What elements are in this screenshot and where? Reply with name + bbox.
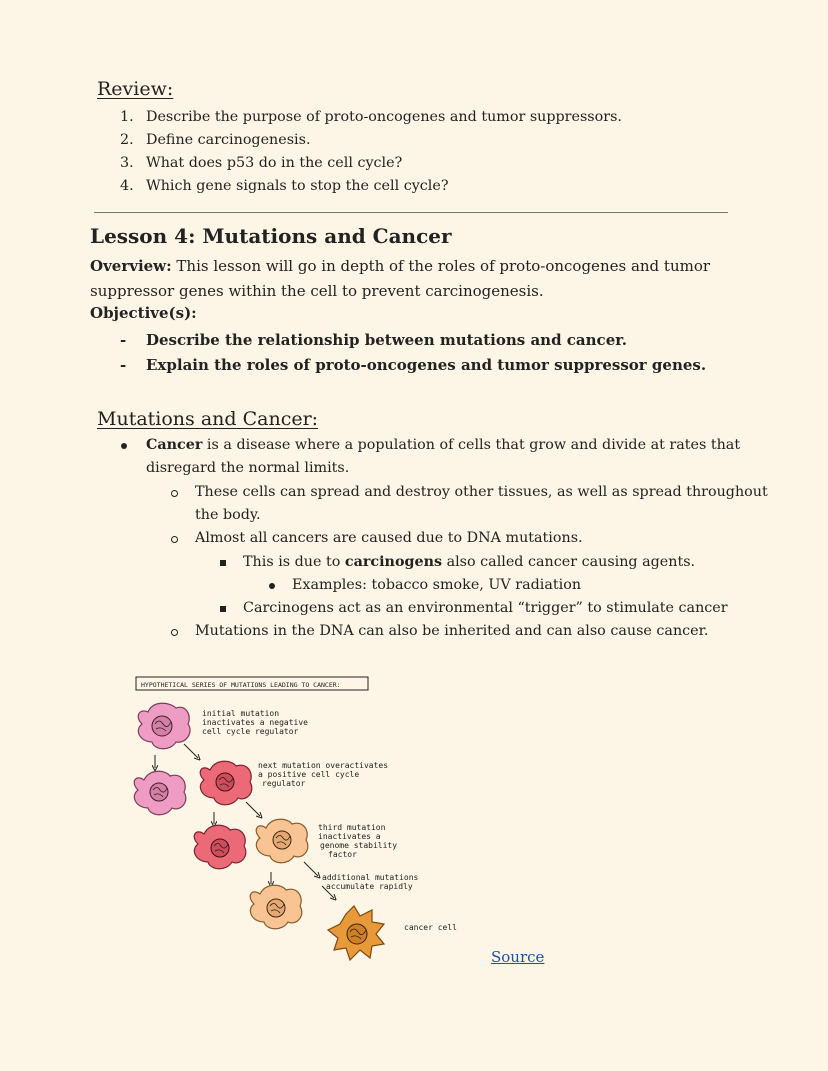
pink-cell-icon [138, 703, 190, 749]
almost-all-line: Almost all cancers are caused due to DNA mutations. [195, 530, 583, 546]
cancer-cell-label: cancer cell [404, 923, 457, 932]
peach-cell-icon [250, 885, 302, 929]
svg-text:inactivates a negative: inactivates a negative [202, 718, 308, 727]
mutation-series-figure [128, 672, 468, 972]
review-item: 2. Define carcinogenesis. [120, 132, 311, 148]
svg-text:regulator: regulator [262, 779, 306, 788]
bullet-dot [269, 583, 275, 589]
bullet-square [220, 606, 226, 612]
inherited-line: Mutations in the DNA can also be inherited and can also cause cancer. [195, 623, 709, 639]
objective-item: - Describe the relationship between mutations and cancer. [120, 331, 627, 349]
svg-text:additional mutations: additional mutations [322, 873, 419, 882]
next-mutation-label [258, 761, 388, 788]
svg-text:initial mutation: initial mutation [202, 709, 280, 718]
arrow-diagonal-icon [184, 744, 198, 758]
svg-text:accumulate rapidly: accumulate rapidly [326, 882, 413, 891]
trigger-line: Carcinogens act as an environmental “trigger” to stimulate cancer [243, 600, 728, 616]
svg-text:third mutation: third mutation [318, 823, 386, 832]
peach-cell-icon [256, 819, 308, 863]
bullet-circle [171, 490, 178, 497]
svg-text:factor: factor [328, 850, 357, 859]
arrow-diagonal-icon [246, 802, 260, 816]
source-link[interactable]: Source [491, 948, 545, 966]
figure-title: HYPOTHETICAL SERIES OF MUTATIONS LEADING TO CANCER: [141, 681, 341, 689]
spread-line1: These cells can spread and destroy other tissues, as well as spread throughout [195, 484, 768, 500]
mutations-heading: Mutations and Cancer: [97, 408, 319, 430]
bullet-dot [121, 443, 127, 449]
red-cell-icon [194, 825, 246, 869]
spread-line2: the body. [195, 507, 261, 523]
horizontal-divider [94, 212, 728, 213]
cancer-definition-line1: Cancer is a disease where a population of cells that grow and divide at rates that [146, 437, 741, 453]
initial-mutation-label [202, 709, 308, 736]
lesson-title: Lesson 4: Mutations and Cancer [90, 224, 452, 248]
red-cell-icon [200, 761, 252, 805]
overview-paragraph: Overview: This lesson will go in depth of the roles of proto-oncogenes and tumor suppressor genes within the cell to prevent carcinogenesis. [90, 257, 711, 300]
pink-cell-icon [134, 771, 186, 815]
svg-text:cell cycle regulator: cell cycle regulator [202, 727, 299, 736]
objective-item: - Explain the roles of proto-oncogenes and tumor suppressor genes. [120, 356, 707, 374]
svg-text:inactivates a: inactivates a [318, 832, 381, 841]
arrow-diagonal-icon [304, 862, 318, 876]
examples-line: Examples: tobacco smoke, UV radiation [292, 577, 582, 593]
objectives-label: Objective(s): [90, 304, 197, 322]
bullet-circle [171, 536, 178, 543]
svg-text:next mutation overactivates: next mutation overactivates [258, 761, 389, 770]
review-list [120, 106, 622, 198]
bullet-square [220, 560, 226, 566]
svg-text:genome stability: genome stability [320, 841, 398, 850]
svg-text:a positive cell cycle: a positive cell cycle [258, 770, 360, 779]
bullet-circle [171, 629, 178, 636]
review-item: 1. Describe the purpose of proto-oncogenes and tumor suppressors. [120, 109, 622, 125]
cancer-cell-icon [328, 906, 384, 960]
review-heading: Review: [97, 78, 174, 100]
review-item: 4. Which gene signals to stop the cell cycle? [120, 178, 449, 194]
review-item: 3. What does p53 do in the cell cycle? [120, 155, 403, 171]
carcinogen-line: This is due to carcinogens also called cancer causing agents. [243, 554, 696, 570]
third-mutation-label [318, 823, 397, 859]
additional-mutations-label [322, 873, 419, 891]
cancer-definition-line2: disregard the normal limits. [146, 460, 350, 476]
